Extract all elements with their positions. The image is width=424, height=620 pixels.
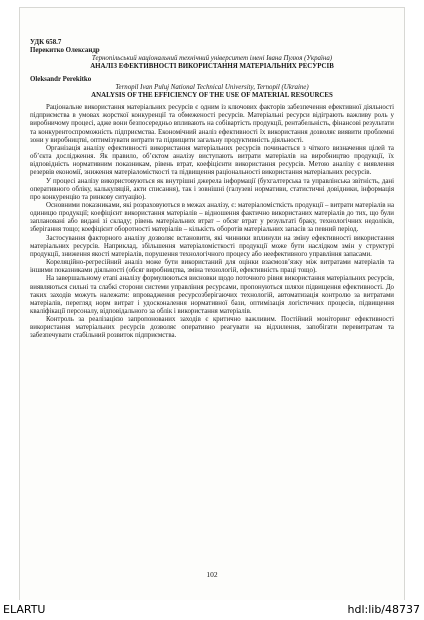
paragraph-7: На завершальному етапі аналізу формулюються висновки щодо поточного рівня використання матеріальних ресурсів, виявляються сильні та слабкі сторони системи управління ресурсами, пропонуються шляхи підвищення ефективності. До таких заходів можуть належати: впровадження ресурсозберігаючих технологій, автоматизація контролю за витратами матеріалів, перегляд норм витрат і удосконалення нормативної бази, оптимізація логістичних процесів, підвищення кваліфікації персоналу, відповідального за облік і використання матеріалів. xyxy=(30,275,394,315)
paragraph-3: У процесі аналізу використовуються як внутрішні джерела інформації (бухгалтерська та управлінська звітність, дані оперативного обліку, калькуляцій, акти списання), так і зовнішні (галузеві нормативи, статистичні довідники, інформація про конкуренцію та ринкову ситуацію). xyxy=(30,177,394,201)
repository-label: ELARTU xyxy=(3,603,46,616)
title-en: ANALYSIS OF THE EFFICIENCY OF THE USE OF MATERIAL RESOURCES xyxy=(91,91,333,99)
page-number: 102 xyxy=(206,570,218,579)
author-en: Oleksandr Perekitko xyxy=(30,75,92,83)
author-ua: Перекитко Олександр xyxy=(30,47,100,55)
paragraph-4: Основними показниками, які розраховуються в межах аналізу, є: матеріаломісткість продукції – витрати матеріалів на одиницю продукції; коефіцієнт використання матеріалів – відношення фактично використаних матеріалів до тих, що були заплановані або видані зі складу; рівень матеріальних втрат – обсяг втрат у результаті браку, технологічних недоліків, зберігання тощо; коефіцієнт оборотності матеріалів – кількість оборотів матеріальних запасів за певний період. xyxy=(30,201,394,234)
affiliation-ua: Тернопільський національний технічний університет імені Івана Пулюя (Україна) xyxy=(91,55,333,63)
paragraph-2: Організація аналізу ефективності використання матеріальних ресурсів починається з чіткого визначення цілей та об’єкта дослідження. Як правило, об’єктом аналізу виступають витрати матеріалів на виробництво продукції, їх відповідність нормативним показникам, рівень втрат, коефіцієнти використання ресурсів. Метою аналізу є виявлення резервів економії, зниження матеріаломісткості та підвищення раціональності використання матеріальних ресурсів. xyxy=(30,144,394,177)
footer-bar xyxy=(0,600,424,620)
paper-page xyxy=(20,8,404,600)
paragraph-1: Раціональне використання матеріальних ресурсів є одним із ключових факторів забезпечення ефективної діяльності підприємства в умовах жорсткої конкуренції та обмеженості ресурсів. Матеріальні ресурси відіграють важливу роль у виробничому процесі, адже вони безпосередньо впливають на собівартість продукції, рентабельність, фінансові результати та конкурентоспроможність підприємства. Економічний аналіз ефективності їх використання дозволяє виявити проблемні зони у виробництві, оптимізувати витрати та підвищити загальну продуктивність діяльності. xyxy=(30,104,394,144)
paragraph-5: Застосування факторного аналізу дозволяє встановити, які чинники вплинули на зміну ефективності використання матеріальних ресурсів. Наприклад, збільшення матеріаломісткості продукції може бути наслідком змін у структурі продукції, зниження якості матеріалів, порушення технологічного процесу або неефективного управління запасами. xyxy=(30,234,394,258)
udc-code: УДК 658.7 xyxy=(30,39,62,46)
paragraph-6: Кореляційно-регресійний аналіз може бути використаний для оцінки взаємозв’язку між витратами матеріалів та іншими показниками діяльності (обсяг виробництва, зміна технологій, ефективність праці тощо). xyxy=(30,259,394,275)
handle-link[interactable]: hdl:lib/48737 xyxy=(347,603,420,616)
paragraph-8: Контроль за реалізацією запропонованих заходів є критично важливим. Постійний моніторинг ефективності використання матеріальних ресурсів дозволяє оперативно реагувати на відхилення, запобігати перевитратам та забезпечувати стабільний розвиток підприємства. xyxy=(30,316,394,340)
affiliation-en: Ternopil Ivan Puluj National Technical University, Ternopil (Ukraine) xyxy=(115,83,309,91)
page-content xyxy=(30,39,394,341)
title-ua: АНАЛІЗ ЕФЕКТИВНОСТІ ВИКОРИСТАННЯ МАТЕРІАЛЬНИХ РЕСУРСІВ xyxy=(90,63,334,71)
